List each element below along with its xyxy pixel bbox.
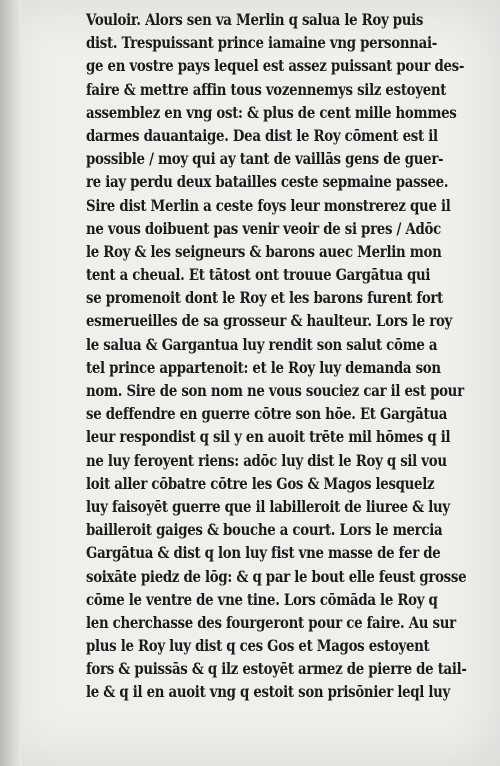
- text-line: Sire dist Merlin a ceste foys leur monstrerez que il: [86, 195, 451, 215]
- text-line: plus le Roy luy dist q ces Gos et Magos estoyent: [86, 636, 430, 656]
- text-line: ne vous doibuent pas venir veoir de si pres / Adōc: [86, 218, 441, 238]
- text-block: [86, 8, 490, 704]
- text-line: ne luy feroyent riens: adōc luy dist le Roy q sil vou: [86, 450, 447, 470]
- text-line: soixāte piedz de lōg: & q par le bout elle feust grosse: [86, 566, 467, 586]
- text-line: tent a cheual. Et tātost ont trouue Gargātua qui: [86, 265, 431, 285]
- text-line: re iay perdu deux batailles ceste sepmaine passee.: [86, 172, 449, 192]
- text-line: le Roy & les seigneurs & barons auec Merlin mon: [86, 241, 442, 261]
- text-line: ge en vostre pays lequel est assez puissant pour des-: [86, 56, 465, 76]
- text-line: dist. Trespuissant prince iamaine vng personnai-: [86, 33, 437, 53]
- text-line: fors & puissās & q ilz estoyēt armez de pierre de tail-: [86, 659, 467, 679]
- text-line: se promenoit dont le Roy et les barons furent fort: [86, 288, 443, 308]
- text-line: le & q il en auoit vng q estoit son prisōnier leql luy: [86, 682, 450, 702]
- text-line: luy faisoyēt guerre que il labilleroit de liuree & luy: [86, 496, 450, 516]
- text-line: Vouloir. Alors sen va Merlin q salua le Roy puis: [86, 10, 424, 29]
- text-line: le salua & Gargantua luy rendit son salut cōme a: [86, 334, 438, 354]
- text-line: possible / moy qui ay tant de vaillās gens de guer-: [86, 149, 444, 169]
- text-line: Gargātua & dist q lon luy fist vne masse de fer de: [86, 543, 441, 563]
- text-line: esmerueilles de sa grosseur & haulteur. Lors le roy: [86, 311, 452, 331]
- text-line: tel prince appartenoit: et le Roy luy demanda son: [86, 357, 441, 377]
- text-line: len cherchasse des fourgeront pour ce faire. Au sur: [86, 612, 456, 632]
- text-line: faire & mettre affin tous vozennemys silz estoyent: [86, 79, 447, 99]
- text-line: assemblez en vng ost: & plus de cent mille hommes: [86, 102, 457, 122]
- text-line: loit aller cōbatre cōtre les Gos & Magos lesquelz: [86, 473, 435, 493]
- text-line: leur respondist q sil y en auoit trēte mil hōmes q il: [86, 427, 451, 447]
- text-line: bailleroit gaiges & bouche a court. Lors le mercia: [86, 520, 443, 540]
- text-line: nom. Sire de son nom ne vous souciez car il est pour: [86, 381, 464, 400]
- text-line: se deffendre en guerre cōtre son hōe. Et Gargātua: [86, 404, 448, 424]
- page-gutter: [0, 0, 22, 766]
- text-line: cōme le ventre de vne tine. Lors cōmāda le Roy q: [86, 589, 438, 609]
- text-line: darmes dauantaige. Dea dist le Roy cōment est il: [86, 125, 438, 145]
